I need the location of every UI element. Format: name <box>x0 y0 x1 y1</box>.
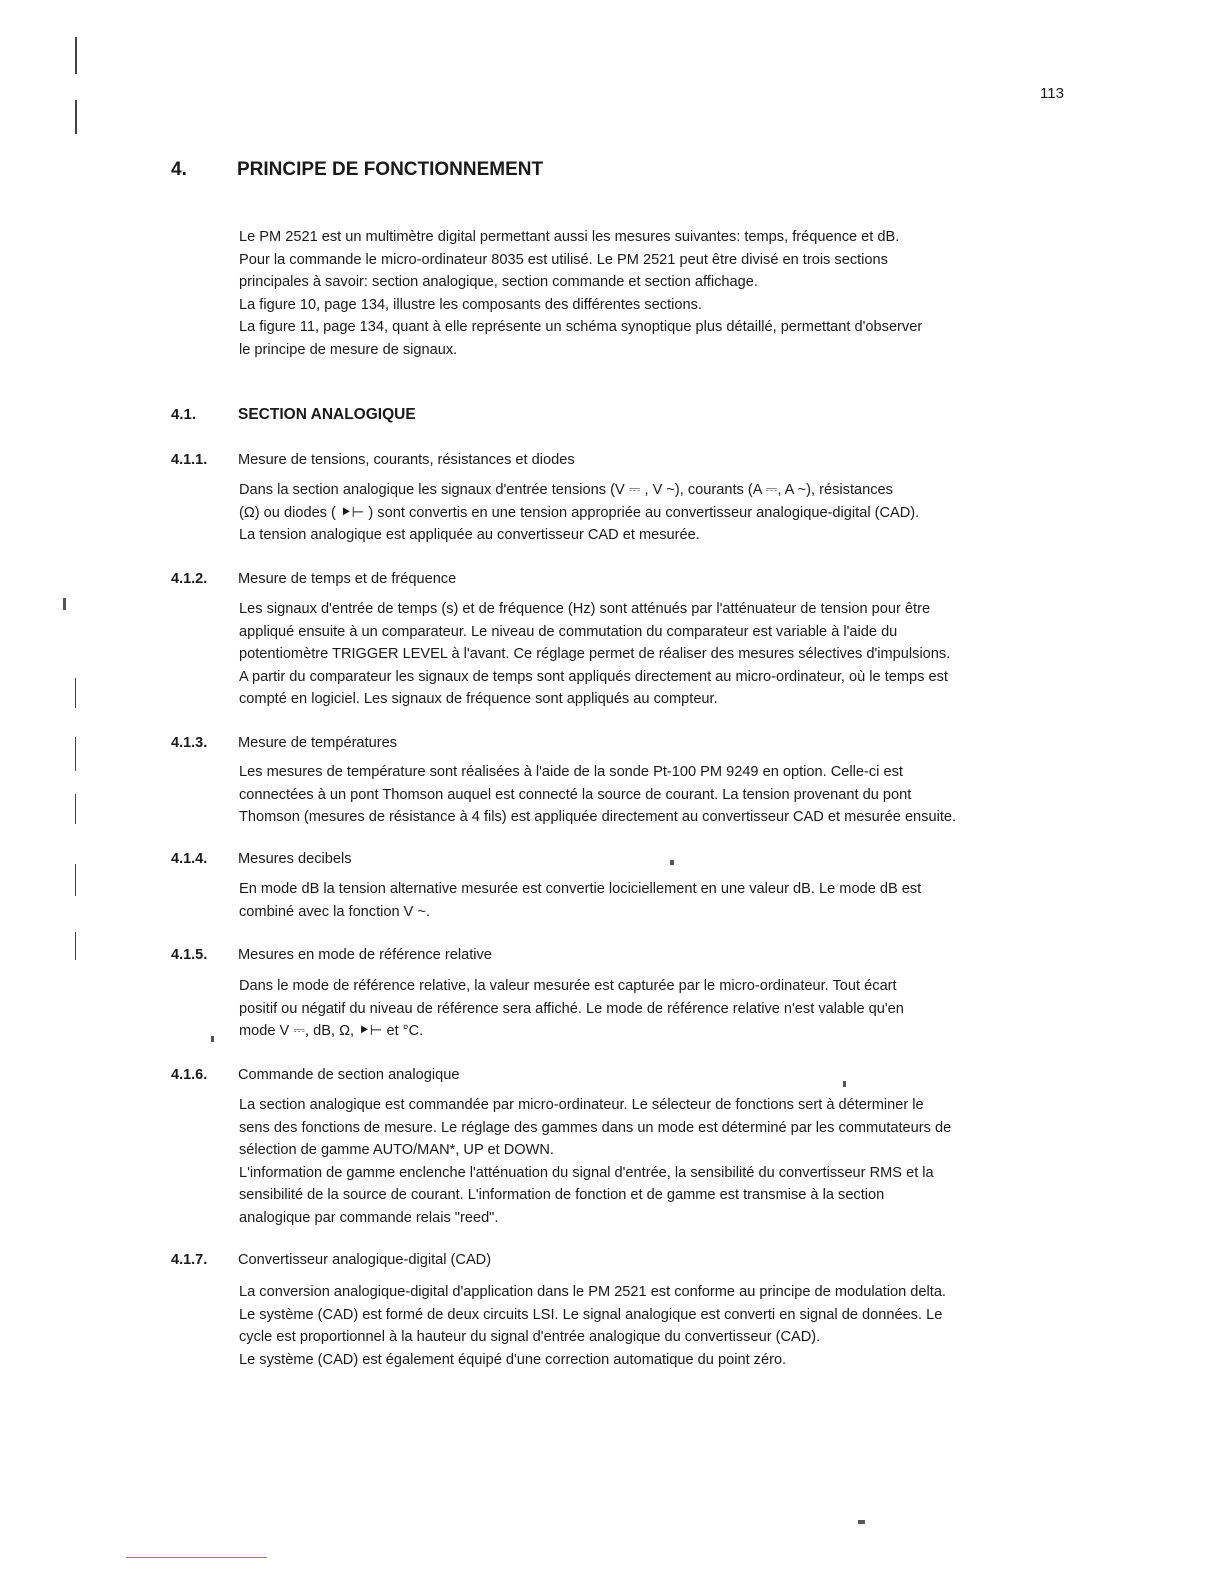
subsection-title: Mesures decibels <box>238 851 352 867</box>
scan-margin-mark <box>75 100 77 134</box>
text-line: Pour la commande le micro-ordinateur 8035 est utilisé. Le PM 2521 peut être divisé en trois sections <box>239 251 888 268</box>
text-line: La figure 10, page 134, illustre les composants des différentes sections. <box>239 296 702 313</box>
text-line: Le système (CAD) est également équipé d'une correction automatique du point zéro. <box>239 1351 787 1368</box>
text-line: combiné avec la fonction V ~. <box>239 903 431 920</box>
subsection-number: 4.1.4. <box>171 851 208 867</box>
text-line: sélection de gamme AUTO/MAN*, UP et DOWN. <box>239 1142 554 1158</box>
text-line: Le PM 2521 est un multimètre digital permettant aussi les mesures suivantes: temps, fréquence et dB. <box>239 229 900 245</box>
subsection-body <box>239 878 1074 923</box>
subsection-body <box>239 598 1074 711</box>
scan-speck <box>670 860 674 865</box>
subsection-body <box>239 975 1074 1043</box>
subsection-body <box>239 761 1074 829</box>
subsection-number: 4.1.6. <box>171 1067 208 1083</box>
subsection-title: Mesure de temps et de fréquence <box>238 571 457 587</box>
subsection-title: Convertisseur analogique-digital (CAD) <box>238 1252 492 1268</box>
text-line: Thomson (mesures de résistance à 4 fils) est appliquée directement au convertisseur CAD et mesurée ensuite. <box>239 809 957 825</box>
text-line: appliqué ensuite à un comparateur. Le niveau de commutation du comparateur est variable à l'aide du <box>239 623 898 640</box>
section-title: SECTION ANALOGIQUE <box>238 406 416 423</box>
scan-margin-mark <box>75 737 76 771</box>
subsection-title: Commande de section analogique <box>238 1067 460 1083</box>
text-line: La conversion analogique-digital d'application dans le PM 2521 est conforme au principe de modulation delta. <box>239 1284 946 1300</box>
text-line: compté en logiciel. Les signaux de fréquence sont appliqués au compteur. <box>239 691 718 707</box>
subsection-number: 4.1.7. <box>171 1252 208 1268</box>
subsection-title: Mesures en mode de référence relative <box>238 947 492 963</box>
scan-speck <box>211 1036 214 1042</box>
section-number: 4.1. <box>171 406 197 423</box>
text-line: principales à savoir: section analogique, section commande et section affichage. <box>239 274 758 290</box>
text-line: connectées à un pont Thomson auquel est connecté la source de courant. La tension provenant du pont <box>239 786 912 803</box>
chapter-number: 4. <box>171 159 187 180</box>
text-line: Les signaux d'entrée de temps (s) et de fréquence (Hz) sont atténués par l'atténuateur de tension pour être <box>239 601 931 617</box>
subsection-title: Mesure de tensions, courants, résistances et diodes <box>238 452 575 468</box>
text-line: sensibilité de la source de courant. L'information de fonction et de gamme est transmise à la section <box>239 1187 885 1203</box>
text-line: positif ou négatif du niveau de référence sera affiché. Le mode de référence relative n'est valable qu'en <box>239 1000 904 1017</box>
intro-paragraph <box>239 226 1074 361</box>
subsection-number: 4.1.5. <box>171 947 208 963</box>
footnote-rule <box>126 1557 267 1558</box>
subsection-title: Mesure de températures <box>238 735 397 751</box>
scan-speck <box>63 598 66 610</box>
scan-margin-mark <box>75 932 76 960</box>
subsection-body <box>239 479 1074 547</box>
scan-margin-mark <box>75 794 76 824</box>
text-line: Dans le mode de référence relative, la valeur mesurée est capturée par le micro-ordinateur. Tout écart <box>239 978 897 994</box>
text-line: Dans la section analogique les signaux d'entrée tensions (V ⎓ , V ~), courants (A ⎓, A ~), résistances <box>239 482 893 498</box>
text-line: potentiomètre TRIGGER LEVEL à l'avant. Ce réglage permet de réaliser des mesures sélectives d'impulsions. <box>239 646 951 662</box>
scan-speck <box>858 1520 865 1524</box>
text-line: le principe de mesure de signaux. <box>239 341 458 358</box>
chapter-title: PRINCIPE DE FONCTIONNEMENT <box>237 159 544 180</box>
scan-margin-mark <box>75 37 77 74</box>
scan-margin-mark <box>75 864 76 896</box>
page-number: 113 <box>1040 85 1064 102</box>
text-line: analogique par commande relais "reed". <box>239 1209 499 1226</box>
text-line: La figure 11, page 134, quant à elle représente un schéma synoptique plus détaillé, permettant d'observer <box>239 319 923 335</box>
subsection-number: 4.1.1. <box>171 452 208 468</box>
text-line: La section analogique est commandée par micro-ordinateur. Le sélecteur de fonctions sert à déterminer le <box>239 1097 924 1113</box>
text-line: A partir du comparateur les signaux de temps sont appliqués directement au micro-ordinateur, où le temps est <box>239 668 948 685</box>
text-line: Le système (CAD) est formé de deux circuits LSI. Le signal analogique est converti en signal de données. Le <box>239 1306 943 1323</box>
text-line: sens des fonctions de mesure. Le réglage des gammes dans un mode est déterminé par les commutateurs de <box>239 1119 952 1136</box>
scan-margin-mark <box>75 678 76 708</box>
text-line: (Ω) ou diodes ( ⯈⊢ ) sont convertis en une tension appropriée au convertisseur analogique-digital (CAD). <box>239 504 920 521</box>
subsection-body <box>239 1281 1074 1371</box>
subsection-number: 4.1.2. <box>171 571 208 587</box>
text-line: En mode dB la tension alternative mesurée est convertie lociciellement en une valeur dB. Le mode dB est <box>239 881 922 897</box>
text-line: La tension analogique est appliquée au convertisseur CAD et mesurée. <box>239 527 700 543</box>
text-line: cycle est proportionnel à la hauteur du signal d'entrée analogique du convertisseur (CAD). <box>239 1329 821 1345</box>
text-line: mode V ⎓, dB, Ω, ⯈⊢ et °C. <box>239 1023 424 1039</box>
scan-speck <box>843 1081 846 1087</box>
text-line: Les mesures de température sont réalisées à l'aide de la sonde Pt-100 PM 9249 en option. Celle-ci est <box>239 764 903 780</box>
subsection-number: 4.1.3. <box>171 735 208 751</box>
subsection-body <box>239 1094 1074 1229</box>
text-line: L'information de gamme enclenche l'atténuation du signal d'entrée, la sensibilité du convertisseur RMS et la <box>239 1164 934 1181</box>
